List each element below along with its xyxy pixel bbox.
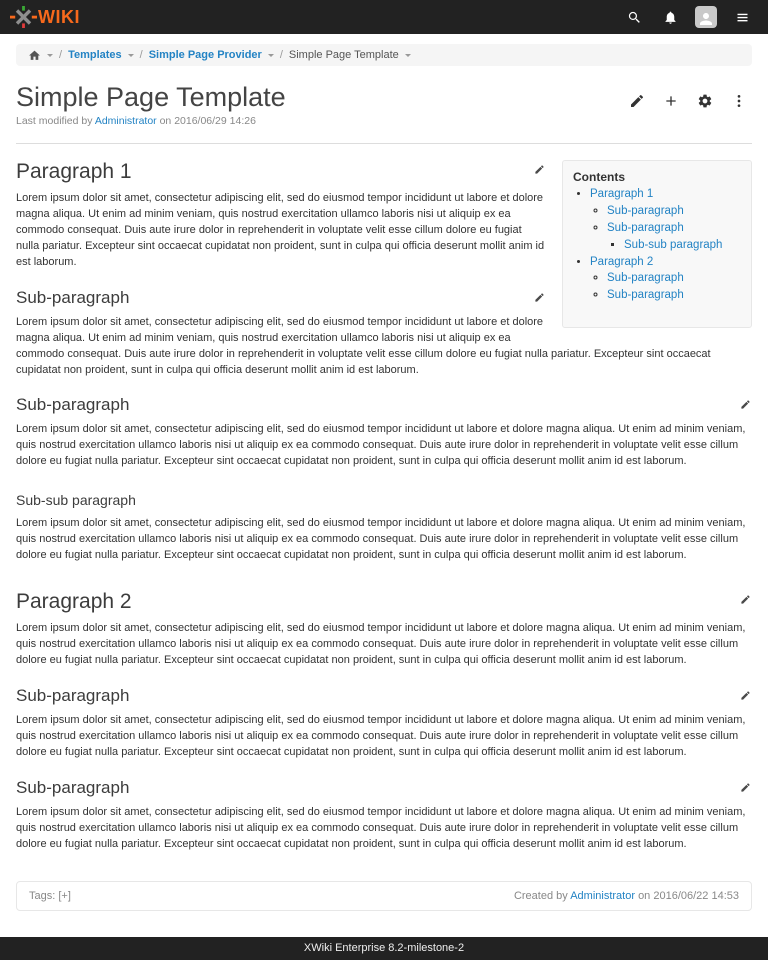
created-suffix: on 2016/06/22 14:53 [638,889,739,902]
document-actions [624,88,752,114]
hamburger-menu-icon [735,10,750,25]
created-user-link[interactable]: Administrator [570,889,635,902]
toc-link-sub-paragraph[interactable]: Sub-paragraph [607,221,684,234]
drawer-menu-button[interactable] [726,1,758,33]
toc-link-paragraph-2[interactable]: Paragraph 2 [590,255,654,268]
breadcrumb-caret[interactable] [128,54,134,60]
administer-button[interactable] [692,88,718,114]
section-body: Lorem ipsum dolor sit amet, consectetur adipiscing elit, sed do eiusmod tempor incididunt ut labore et dolore magna aliqua. Ut enim ad minim veniam, quis nostrud exercitation ullamco laboris nisi ut aliquip ex ea commodo consequat. Duis aute irure dolor in reprehenderit in voluptate velit esse cillum dolore eu fugiat nulla pariatur. Excepteur sint occaecat cupidatat non proident, sunt in culpa qui officia deserunt mollit anim id est laborum. [16,315,711,376]
tags-label: Tags: [29,889,56,902]
page-header [0,66,768,115]
edit-pencil-icon [740,690,751,701]
xwiki-logo-text: WIKI [38,7,80,27]
section-sub-paragraph [16,778,752,853]
toc-link-sub-paragraph[interactable]: Sub-paragraph [607,289,684,302]
section-edit-button[interactable] [526,160,546,178]
add-plus-icon [663,93,679,109]
section-heading-text: Sub-paragraph [16,685,130,705]
section-edit-button[interactable] [732,686,752,704]
toc-item [590,255,741,303]
document-footer [16,881,752,911]
section-body: Lorem ipsum dolor sit amet, consectetur adipiscing elit, sed do eiusmod tempor incididunt ut labore et dolore magna aliqua. Ut enim ad minim veniam, quis nostrud exercitation ullamco laboris nisi ut aliquip ex ea commodo consequat. Duis aute irure dolor in reprehenderit in voluptate velit esse cillum dolore eu fugiat nulla pariatur. Excepteur sint occaecat cupidatat non proident, sunt in culpa qui officia deserunt mollit anim id est laborum. [16,423,746,468]
xwiki-logo[interactable] [10,6,80,28]
section-body: Lorem ipsum dolor sit amet, consectetur adipiscing elit, sed do eiusmod tempor incididunt ut labore et dolore magna aliqua. Ut enim ad minim veniam, quis nostrud exercitation ullamco laboris nisi ut aliquip ex ea commodo consequat. Duis aute irure dolor in reprehenderit in voluptate velit esse cillum dolore eu fugiat nulla pariatur. Excepteur sint occaecat cupidatat non proident, sunt in culpa qui officia deserunt mollit anim id est laborum. [16,192,545,268]
navbar-actions [618,1,758,33]
xwiki-x-mark-icon [10,6,37,28]
breadcrumb-item-templates[interactable]: Templates [68,49,122,61]
create-button[interactable] [658,88,684,114]
section-heading [16,778,752,798]
search-button[interactable] [618,1,650,33]
created-line [514,890,739,902]
section-body: Lorem ipsum dolor sit amet, consectetur adipiscing elit, sed do eiusmod tempor incididunt ut labore et dolore magna aliqua. Ut enim ad minim veniam, quis nostrud exercitation ullamco laboris nisi ut aliquip ex ea commodo consequat. Duis aute irure dolor in reprehenderit in voluptate velit esse cillum dolore eu fugiat nulla pariatur. Excepteur sint occaecat cupidatat non proident, sunt in culpa qui officia deserunt mollit anim id est laborum. [16,713,746,758]
toc-link-paragraph-1[interactable]: Paragraph 1 [590,188,654,200]
document-content [0,144,768,853]
section-heading [16,395,752,415]
toc-item [607,271,741,285]
breadcrumb-separator: / [139,49,143,61]
toc-item [607,204,741,218]
breadcrumb-home-caret[interactable] [47,54,53,60]
page-title: Simple Page Template [16,82,286,112]
modified-prefix: Last modified by [16,115,93,127]
search-icon [627,10,642,25]
section-heading-text: Sub-paragraph [16,395,130,415]
section-heading [16,492,752,508]
toc-item [607,221,741,252]
breadcrumb-caret[interactable] [405,54,411,60]
section-edit-button[interactable] [732,778,752,796]
more-kebab-icon [731,93,747,109]
toc-item [607,288,741,302]
section-sub-paragraph [16,686,752,761]
breadcrumb-separator: / [279,49,283,61]
add-tag-button[interactable]: [+] [58,889,71,902]
section-sub-sub-paragraph [16,492,752,564]
top-navbar [0,0,768,34]
edit-pencil-icon [534,292,545,303]
last-modified-line [0,115,768,127]
section-heading [16,686,752,706]
section-body: Lorem ipsum dolor sit amet, consectetur adipiscing elit, sed do eiusmod tempor incididunt ut labore et dolore magna aliqua. Ut enim ad minim veniam, quis nostrud exercitation ullamco laboris nisi ut aliquip ex ea commodo consequat. Duis aute irure dolor in reprehenderit in voluptate velit esse cillum dolore eu fugiat nulla pariatur. Excepteur sint occaecat cupidatat non proident, sunt in culpa qui officia deserunt mollit anim id est laborum. [16,805,746,850]
toc-link-sub-sub-paragraph[interactable]: Sub-sub paragraph [624,238,723,251]
section-edit-button[interactable] [732,590,752,608]
modified-suffix: on 2016/06/29 14:26 [159,115,256,127]
breadcrumb [16,44,752,66]
table-of-contents [562,160,752,328]
toc-item [590,187,741,252]
notifications-bell-icon [663,10,678,25]
person-icon [697,10,715,28]
edit-pencil-icon [629,93,645,109]
tags-area [29,890,71,902]
edit-pencil-icon [740,399,751,410]
breadcrumb-home-link[interactable] [28,49,41,62]
breadcrumb-item-current: Simple Page Template [288,49,399,61]
section-heading-text: Paragraph 2 [16,590,132,614]
edit-button[interactable] [624,88,650,114]
home-icon [28,49,41,62]
toc-link-sub-paragraph[interactable]: Sub-paragraph [607,272,684,285]
user-avatar-button[interactable] [690,1,722,33]
toc-link-sub-paragraph[interactable]: Sub-paragraph [607,204,684,217]
edit-pencil-icon [740,782,751,793]
section-heading-text: Sub-sub paragraph [16,492,136,509]
breadcrumb-separator: / [59,49,63,61]
modified-user-link[interactable]: Administrator [94,115,157,127]
section-body: Lorem ipsum dolor sit amet, consectetur adipiscing elit, sed do eiusmod tempor incididunt ut labore et dolore magna aliqua. Ut enim ad minim veniam, quis nostrud exercitation ullamco laboris nisi ut aliquip ex ea commodo consequat. Duis aute irure dolor in reprehenderit in voluptate velit esse cillum dolore eu fugiat nulla pariatur. Excepteur sint occaecat cupidatat non proident, sunt in culpa qui officia deserunt mollit anim id est laborum. [16,622,746,666]
settings-gear-icon [697,93,713,109]
created-prefix: Created by [513,889,568,902]
edit-pencil-icon [534,164,545,175]
section-heading-text: Sub-paragraph [16,777,130,797]
toc-title: Contents [573,170,625,184]
avatar [695,6,717,28]
breadcrumb-item-simple-page-provider[interactable]: Simple Page Provider [148,49,262,61]
section-heading-text: Paragraph 1 [16,160,132,183]
section-sub-paragraph [16,395,752,470]
section-body: Lorem ipsum dolor sit amet, consectetur adipiscing elit, sed do eiusmod tempor incididunt ut labore et dolore magna aliqua. Ut enim ad minim veniam, quis nostrud exercitation ullamco laboris nisi ut aliquip ex ea commodo consequat. Duis aute irure dolor in reprehenderit in voluptate velit esse cillum dolore eu fugiat nulla pariatur. Excepteur sint occaecat cupidatat non proident, sunt in culpa qui officia deserunt mollit anim id est laborum. [16,517,746,562]
section-paragraph-2 [16,590,752,669]
edit-pencil-icon [740,594,751,605]
section-edit-button[interactable] [732,395,752,413]
section-heading [16,590,752,614]
section-heading-text: Sub-paragraph [16,287,130,307]
version-bar [0,937,768,960]
section-edit-button[interactable] [526,288,546,306]
toc-item [624,238,741,252]
breadcrumb-caret[interactable] [268,54,274,60]
version-text: XWiki Enterprise 8.2-milestone-2 [303,941,465,954]
more-actions-button[interactable] [726,88,752,114]
notifications-button[interactable] [654,1,686,33]
